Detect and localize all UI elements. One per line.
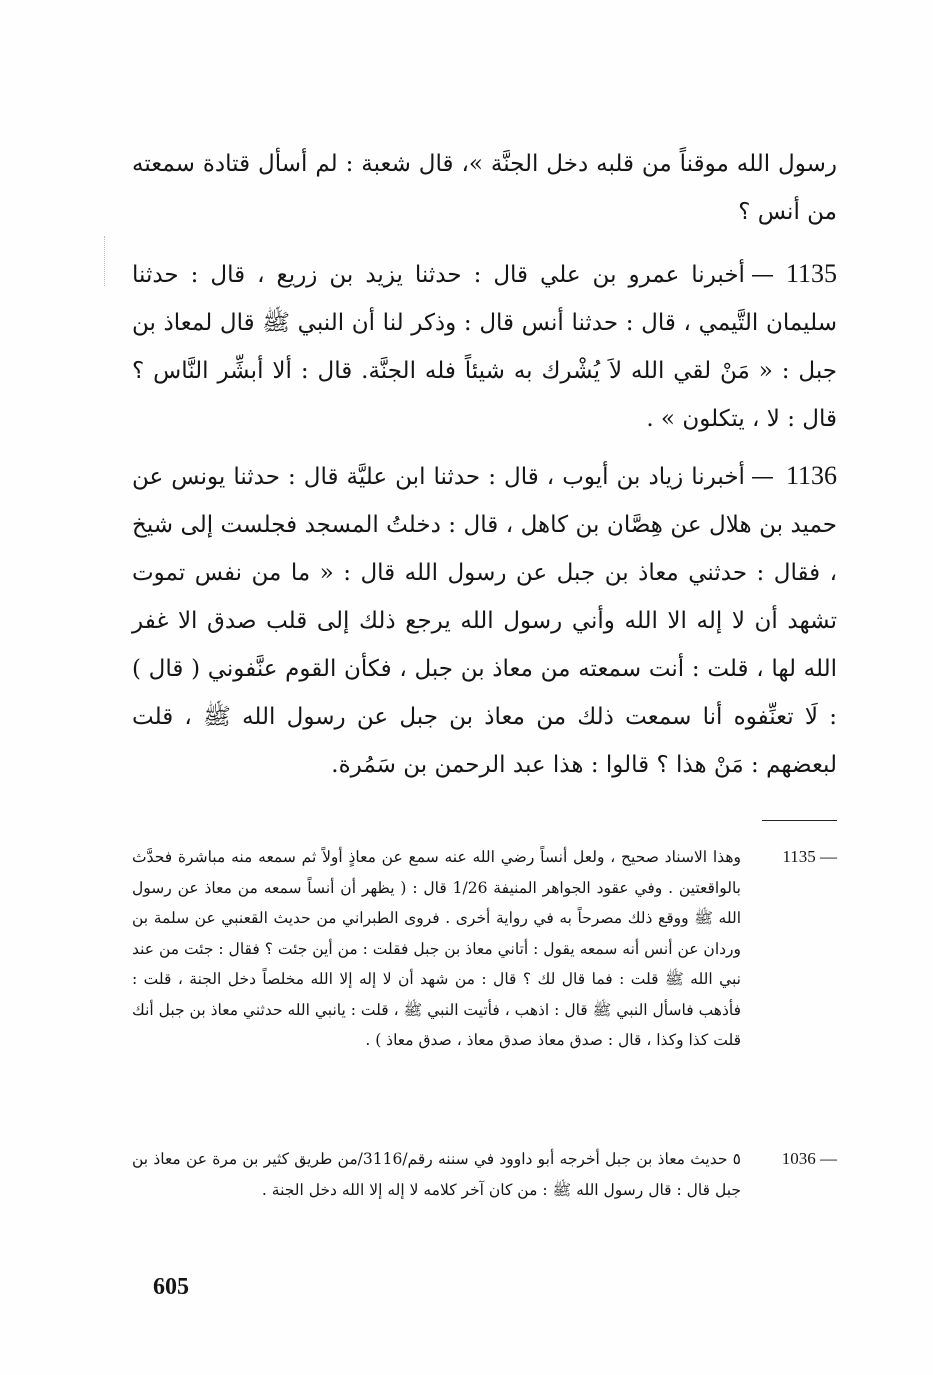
hadith-dash: — (750, 464, 774, 490)
footnote-1135 (132, 842, 837, 1056)
footnote-label (737, 1144, 837, 1175)
intro-text: رسول الله موقناً من قلبه دخل الجنَّة »، قال شعبة : لم أسأل قتادة سمعته من أنس ؟ (132, 151, 837, 225)
hadith-dash: — (750, 262, 774, 288)
footnote-1036 (132, 1144, 837, 1205)
hadith-1135-paragraph (132, 250, 837, 443)
footnote-dash: — (820, 847, 837, 866)
hadith-1136 (132, 452, 837, 789)
hadith-number: 1136 (785, 461, 837, 490)
footnote-separator (762, 820, 837, 821)
hadith-text: أخبرنا زياد بن أيوب ، قال : حدثنا ابن عليَّة قال : حدثنا يونس عن حميد بن هلال عن هِصَّان بن كاهل ، قال : دخلتُ المسجد فجلست إلى شيخ ، فقال : حدثني معاذ بن جبل عن رسول الله قال : « ما من نفس تموت تشهد أن لا إله الا الله وأني رسول الله يرجع ذلك إلى قلب صدق الا غفر الله لها ، قلت : أنت سمعته من معاذ بن جبل ، فكأن القوم عنَّفوني ( قال ) : لَا تعنِّفوه أنا سمعت ذلك من معاذ بن جبل عن رسول الله ﷺ ، قلت لبعضهم : مَنْ هذا ؟ قالوا : هذا عبد الرحمن بن سَمُرة. (132, 464, 837, 778)
margin-mark (104, 236, 107, 286)
hadith-1135 (132, 250, 837, 443)
footnote-dash: — (820, 1149, 837, 1168)
hadith-text: أخبرنا عمرو بن علي قال : حدثنا يزيد بن زريع ، قال : حدثنا سليمان التَّيمي ، قال : حدثنا أنس قال : وذكر لنا أن النبي ﷺ قال لمعاذ بن جبل : « مَنْ لقي الله لاَ يُشْرك به شيئاً فله الجنَّة. قال : ألا أبشِّر النَّاس ؟ قال : لا ، يتكلون » . (132, 262, 837, 432)
footnote-label (737, 842, 837, 873)
intro-paragraph (132, 140, 837, 236)
page-number: 605 (153, 1274, 189, 1300)
footnote-number: 1135 (782, 847, 816, 866)
footnote-text: ٥ حديث معاذ بن جبل أخرجه أبو داوود في سننه رقم/3116/من طريق كثير بن مرة عن معاذ بن جبل قال : قال رسول الله ﷺ : من كان آخر كلامه لا إله إلا الله دخل الجنة . (132, 1150, 741, 1199)
footnote-text: وهذا الاسناد صحيح ، ولعل أنساً رضي الله عنه سمع عن معاذٍ أولاً ثم سمعه منه مباشرة فحدَّث بالواقعتين . وفي عقود الجواهر المنيفة 1/26 قال : ( يظهر أن أنساً سمعه من معاذ عن رسول الله ﷺ ووقع ذلك مصرحاً به في رواية أخرى . فروى الطبراني من حديث القعنبي عن سلمة بن وردان عن أنس أنه سمعه يقول : أتاني معاذ بن جبل فقلت : من أين جئت ؟ فقال : جئت من عند نبي الله ﷺ قلت : فما قال لك ؟ قال : من شهد أن لا إله إلا الله مخلصاً دخل الجنة ، قلت : فأذهب فاسأل النبي ﷺ قال : اذهب ، فأتيت النبي ﷺ ، قلت : يانبي الله حدثني معاذ بن جبل أنك قلت كذا وكذا ، قال : صدق معاذ صدق معاذ ، صدق معاذ ) . (131, 848, 741, 1049)
hadith-1136-paragraph (132, 452, 837, 789)
footnote-number: 1036 (781, 1149, 816, 1168)
hadith-number: 1135 (785, 259, 837, 288)
